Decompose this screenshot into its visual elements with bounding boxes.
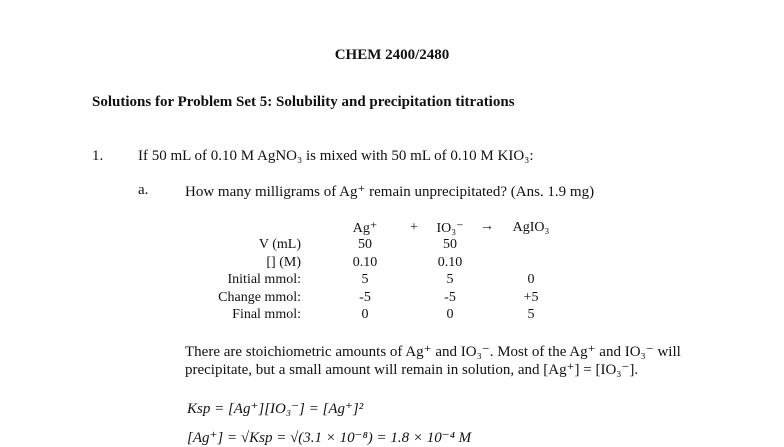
question-text: If 50 mL of 0.10 M AgNO₃ is mixed with 50 mL of 0.10 M KIO₃: xyxy=(138,148,534,164)
header-io3: IO₃⁻ xyxy=(436,221,464,236)
header-arrow: → xyxy=(480,219,494,234)
explanation-line-2: precipitate, but a small amount will remain in solution, and [Ag⁺] = [IO₃⁻]. xyxy=(185,362,639,378)
cell-change-agio3: +5 xyxy=(523,290,539,305)
question-number: 1. xyxy=(92,148,104,164)
cell-final-agio3: 5 xyxy=(527,307,535,322)
part-letter: a. xyxy=(138,182,149,198)
cell-initial-io3: 5 xyxy=(446,272,454,287)
row-label-change: Change mmol: xyxy=(218,290,301,305)
header-plus: + xyxy=(410,220,418,235)
row-label-initial: Initial mmol: xyxy=(227,272,301,287)
course-title: CHEM 2400/2480 xyxy=(334,47,450,63)
cell-final-io3: 0 xyxy=(446,307,454,322)
header-ag: Ag⁺ xyxy=(352,221,378,236)
cell-conc-io3: 0.10 xyxy=(437,255,463,270)
cell-volume-io3: 50 xyxy=(443,237,457,252)
cell-initial-ag: 5 xyxy=(361,272,369,287)
cell-change-ag: -5 xyxy=(359,290,371,305)
cell-volume-ag: 50 xyxy=(358,237,372,252)
row-label-concentration: [] (M) xyxy=(266,255,301,270)
explanation-line-1: There are stoichiometric amounts of Ag⁺ and IO₃⁻. Most of the Ag⁺ and IO₃⁻ will xyxy=(185,344,681,360)
cell-initial-agio3: 0 xyxy=(527,272,535,287)
problem-set-title: Solutions for Problem Set 5: Solubility and precipitation titrations xyxy=(92,94,515,110)
ksp-equation: Ksp = [Ag⁺][IO₃⁻] = [Ag⁺]² xyxy=(187,401,364,417)
row-label-volume: V (mL) xyxy=(258,237,301,252)
header-agio3: AgIO₃ xyxy=(512,220,550,235)
part-question: How many milligrams of Ag⁺ remain unprecipitated? (Ans. 1.9 mg) xyxy=(185,184,595,200)
cell-conc-ag: 0.10 xyxy=(352,255,378,270)
row-label-final: Final mmol: xyxy=(232,307,301,322)
ag-concentration-equation: [Ag⁺] = √Ksp = √(3.1 × 10⁻⁸) = 1.8 × 10⁻⁴ M xyxy=(187,430,472,446)
cell-final-ag: 0 xyxy=(361,307,369,322)
cell-change-io3: -5 xyxy=(444,290,456,305)
